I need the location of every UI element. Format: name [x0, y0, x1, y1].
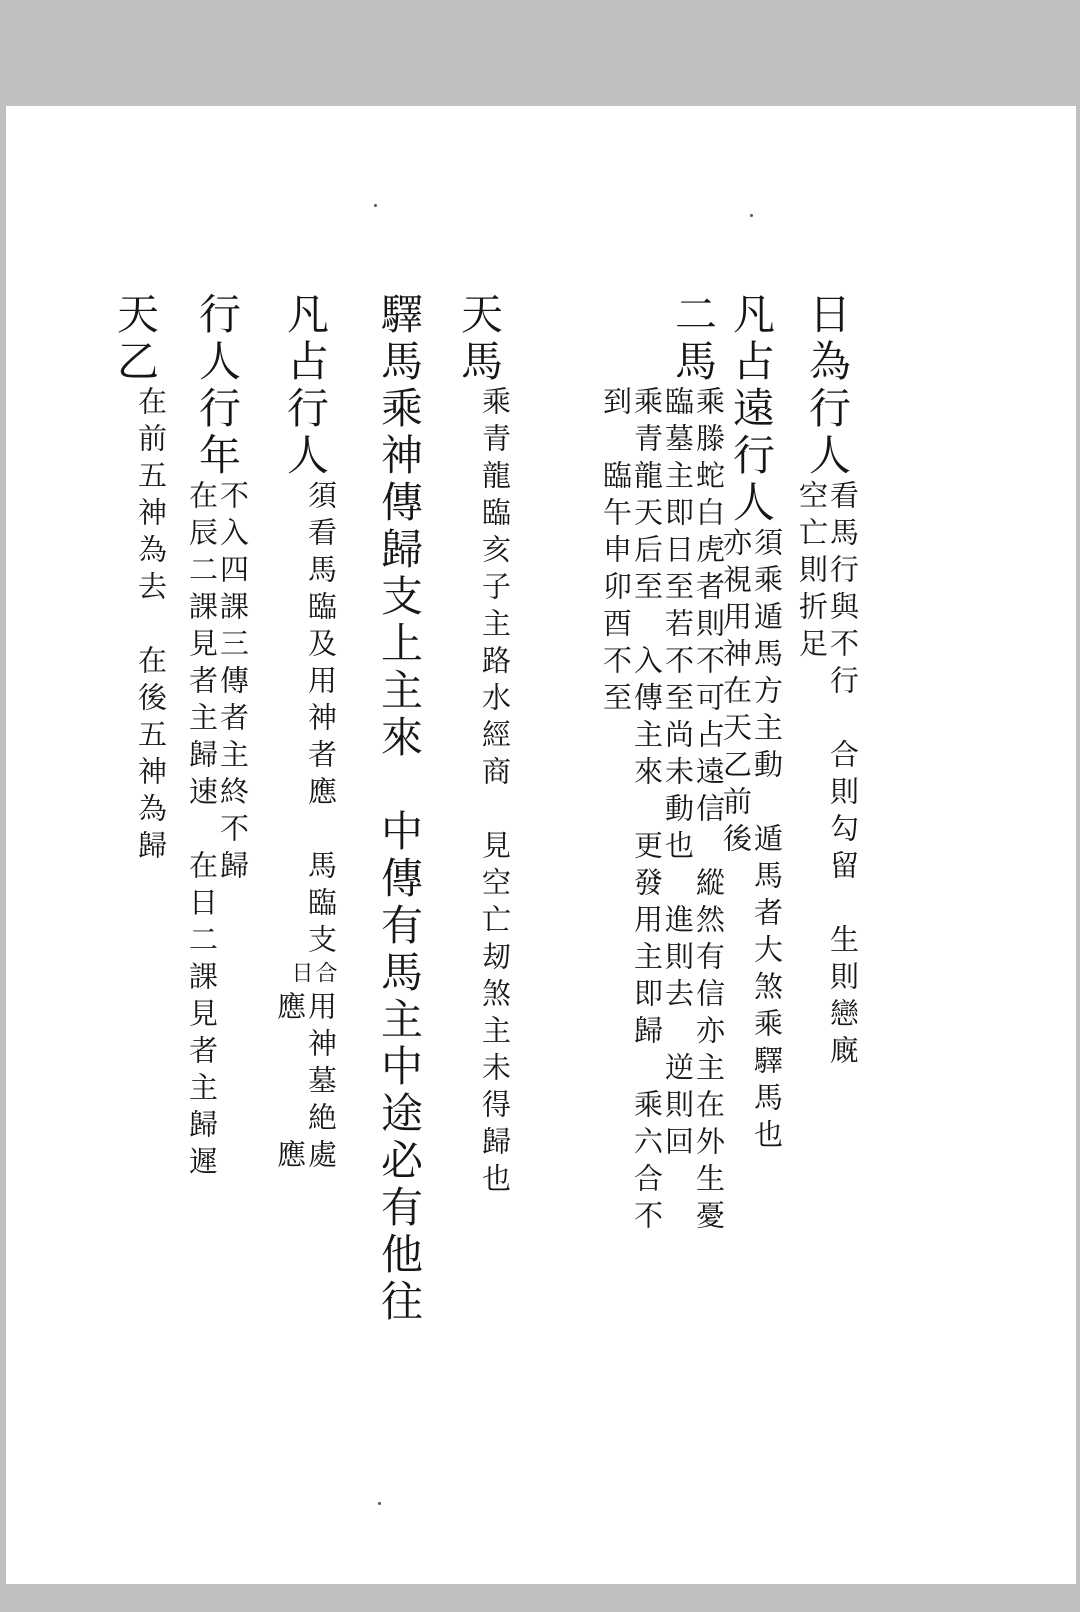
text-column-4: [448, 292, 510, 1200]
ink-speck: [374, 204, 377, 207]
column-main-text: 天馬: [455, 292, 504, 386]
text-column-3: [599, 292, 726, 1237]
column-annotation: 乘滕蛇白虎者則不可占遠信 縱然有信亦主在外生憂 臨墓主即日至若不至尚未動也 進則去 逆則回 乘青龍天后至 入傳主來 更發用主即歸 乘六合不 到 臨午申卯酉不至: [599, 386, 726, 1237]
column-small-annotation: 合 日: [288, 961, 337, 991]
column-annotation-tail: 用神墓絶處 應 應: [273, 991, 338, 1176]
column-main-text: 天乙: [111, 292, 160, 386]
column-main-text: 日為行人: [803, 292, 852, 480]
column-annotation: 不入四課三傳者主終不歸 在辰二課見者主歸速 在日二課見者主歸遲: [185, 480, 250, 1183]
column-annotation: 須看馬臨及用神者應 馬臨支: [304, 480, 338, 961]
column-annotation: 乘青龍臨亥子主路水經商 見空亡刼煞主未得歸也: [478, 386, 512, 1200]
text-column-1: [796, 292, 858, 1072]
column-main-text: 凡占遠行人: [727, 292, 776, 527]
column-annotation: 看馬行與不行 合則勾留 生則戀廐 空亡則折足: [795, 480, 860, 1072]
column-annotation: 在前五神為去 在後五神為歸: [134, 386, 168, 867]
text-column-6: [274, 292, 336, 1176]
ink-speck: [750, 214, 753, 217]
column-main-text: 行人行年: [193, 292, 242, 480]
text-column-5: [368, 292, 430, 1326]
book-page: [6, 106, 1076, 1584]
column-main-text: 凡占行人: [281, 292, 330, 480]
text-column-7: [186, 292, 248, 1183]
column-main-text: 二馬: [669, 292, 718, 386]
vertical-text-block: [104, 292, 894, 1612]
column-main-text: 驛馬乘神傳歸支上主來 中傳有馬主中途必有他往: [375, 292, 424, 1326]
text-column-8: [104, 292, 166, 867]
column-annotation: 須乘遁馬方主動 遁馬者大煞乘驛馬也 亦視用神在天乙前後: [719, 527, 784, 1156]
text-column-2: [720, 292, 782, 1156]
